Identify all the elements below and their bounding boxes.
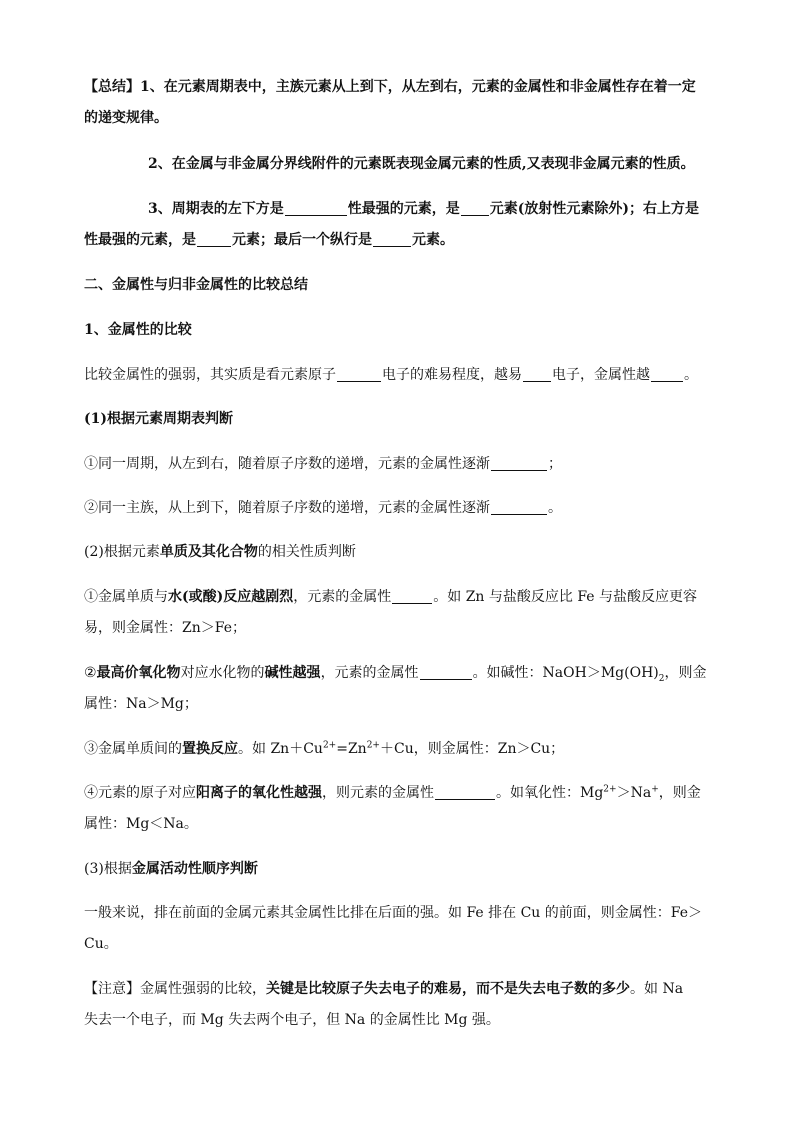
heading-1: (1)根据元素周期表判断 [84,411,233,427]
h1-item-1: ①同一周期，从左到右，随着原子序数的递增，元素的金属性逐渐 ； [84,456,562,472]
intro-paragraph: 比较金属性的强弱，其实质是看元素原子 电子的难易程度，越易 电子，金属性越 。 [84,367,698,383]
fill-blank [392,587,432,604]
h2-item-3: ③金属单质间的置换反应。如 $Zn+Cu^{2+}=Zn^{2+}+Cu$，则金属性：Zn＞Cu； [84,740,565,757]
summary-p1-line1: 【总结】1、在元素周期表中，主族元素从上到下，从左到右，元素的金属性和非金属性存在着一定 [84,79,696,95]
note-line1: 【注意】金属性强弱的比较，关键是比较原子失去电子的难易，而不是失去电子数的多少。如 Na [84,981,684,997]
heading-3: (3)根据金属活动性顺序判断 [84,861,258,877]
fill-blank [523,365,551,382]
h1-item-2: ②同一主族，从上到下，随着原子序数的递增，元素的金属性逐渐 。 [84,500,562,516]
fill-blank [491,454,547,471]
h2-item-2-line1: ②最高价氧化物对应水化物的碱性越强，元素的金属性 。如碱性：$NaOH>Mg(OH)_2$，则金 [84,665,707,684]
fill-blank [491,498,547,515]
heading-2: (2)根据元素单质及其化合物的相关性质判断 [84,544,356,560]
summary-p3-line1: 3、周期表的左下方是 性最强的元素，是 元素(放射性元素除外)；右上方是 [148,201,699,217]
summary-p3-line2: 性最强的元素，是 元素；最后一个纵行是 元素。 [84,232,454,248]
fill-blank [373,230,411,247]
section2-heading: 二、金属性与归非金属性的比较总结 [84,277,308,293]
h3-paragraph-line1: 一般来说，排在前面的金属元素其金属性比排在后面的强。如 Fe 排在 Cu 的前面，则金属性：Fe＞ [84,905,702,921]
summary-p1-line2: 的递变规律。 [84,110,168,126]
h2-item-1-line2: 易，则金属性：Zn＞Fe； [84,620,246,636]
summary-p2: 2、在金属与非金属分界线附件的元素既表现金属元素的性质,又表现非金属元素的性质。 [148,156,695,172]
summary-tag: 【总结】 [84,79,140,95]
h2-item-4-line1: ④元素的原子对应阳离子的氧化性越强，则元素的金属性 。如氧化性：$Mg^{2+}>Na^+$，则金 [84,784,701,801]
h2-item-1-line1: ①金属单质与水(或酸)反应越剧烈，元素的金属性 。如 Zn 与盐酸反应比 Fe 与盐酸反应更容 [84,589,698,605]
note-tag: 【注意】 [84,981,140,997]
section2-sub1: 1、金属性的比较 [84,322,192,338]
fill-blank [337,365,381,382]
h2-item-4-line2: 属性：Mg＜Na。 [84,816,198,832]
fill-blank [285,199,347,216]
fill-blank [651,365,683,382]
fill-blank [461,199,489,216]
note-line2: 失去一个电子，而 Mg 失去两个电子，但 Na 的金属性比 Mg 强。 [84,1012,500,1028]
fill-blank [420,663,472,680]
h2-item-2-line2: 属性：Na＞Mg； [84,696,198,712]
h3-paragraph-line2: Cu。 [84,936,118,952]
fill-blank [435,783,495,800]
fill-blank [197,230,231,247]
